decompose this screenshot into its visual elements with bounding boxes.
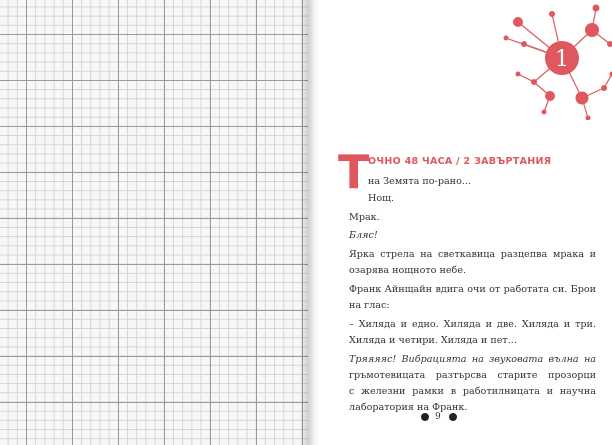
text-line: гръмотевицата разтърсва старите прозорци <box>349 370 596 381</box>
text-line: на глас: <box>349 300 390 311</box>
flask-ornament-icon <box>449 413 457 421</box>
gear-ornament-icon <box>421 413 429 421</box>
molecule-decoration <box>468 0 612 120</box>
molecule-atom <box>545 91 555 101</box>
page-gutter <box>300 0 320 445</box>
text-line: Тряяяяс! Вибрацията на звуковата вълна на <box>349 354 596 365</box>
page-footer <box>421 412 481 424</box>
molecule-atom <box>504 36 509 41</box>
text-line: лаборатория на Франк. <box>349 402 468 413</box>
molecule-atom <box>521 41 527 47</box>
page-number: 9 <box>435 412 441 422</box>
molecule-atom <box>585 23 599 37</box>
molecule-atom <box>576 92 589 105</box>
text-line: Бляс! <box>349 230 378 241</box>
molecule-atom <box>586 116 591 121</box>
chapter-heading-text: ОЧНО 48 ЧАСА / 2 ЗАВЪРТАНИЯ <box>368 156 552 167</box>
text-line: Мрак. <box>349 212 380 223</box>
molecule-atom <box>531 79 537 85</box>
drop-cap: Т <box>338 145 370 199</box>
text-line: Франк Айнщайн вдига очи от работата си. Брои <box>349 284 596 295</box>
molecule-atom <box>516 72 521 77</box>
chapter-number: 1 <box>555 47 569 72</box>
molecule-atom <box>513 17 523 27</box>
text-page <box>318 0 612 445</box>
text-line: Хиляда и четири. Хиляда и пет... <box>349 335 517 346</box>
molecule-atom <box>549 11 555 17</box>
molecule-atom <box>593 5 600 12</box>
molecule-atom <box>601 85 607 91</box>
text-line: на Земята по-рано... <box>368 176 472 187</box>
text-line: с железни рамки в работилницата и научна <box>349 386 596 397</box>
molecule-atom <box>542 110 547 115</box>
text-line: Нощ. <box>368 193 395 204</box>
text-line: – Хиляда и едно. Хиляда и две. Хиляда и три. <box>349 319 596 330</box>
text-line: Ярка стрела на светкавица разцепва мрака и <box>349 249 596 260</box>
text-line: озарява нощното небе. <box>349 265 467 276</box>
